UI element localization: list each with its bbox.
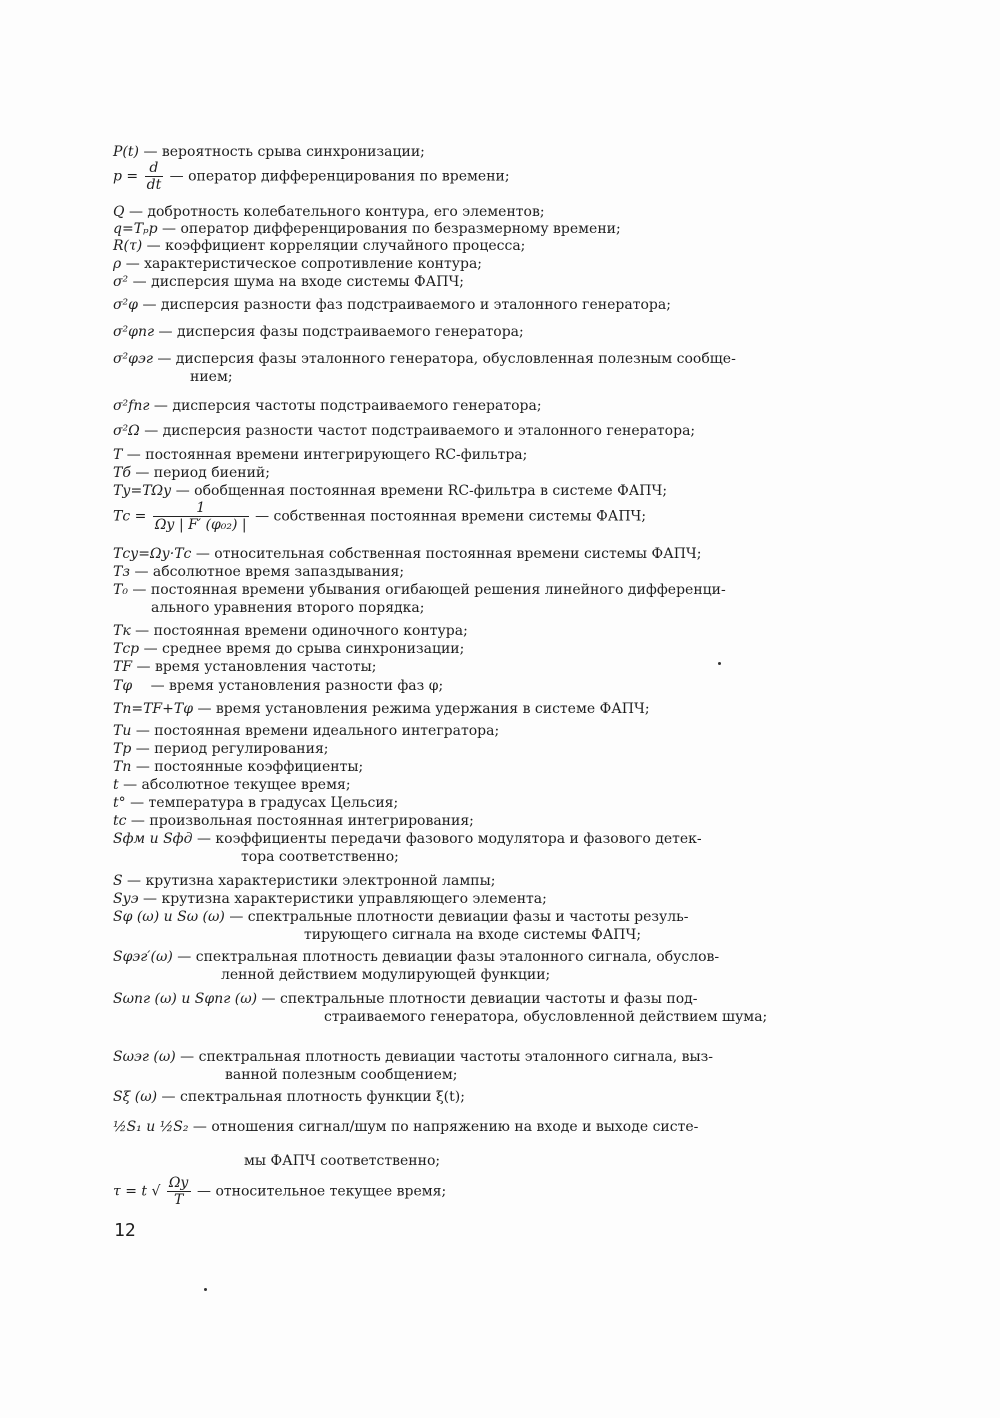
term-definition: — время установления режима удержания в системе ФАПЧ;: [197, 701, 650, 717]
list-item: [113, 908, 823, 944]
term-definition: — период биений;: [135, 465, 270, 481]
term-continuation: тора соответственно;: [241, 849, 399, 865]
term-symbol: Sφэг′(ω): [113, 949, 173, 965]
list-item: [113, 890, 823, 908]
term-definition: — период регулирования;: [135, 741, 329, 757]
term-symbol: Sφ (ω) и Sω (ω): [113, 909, 225, 925]
term-symbol: Tп: [113, 759, 132, 775]
term-symbol: Tср: [113, 641, 140, 657]
term-symbol: σ²φпг: [113, 324, 155, 340]
term-definition: — крутизна характеристики электронной лампы;: [127, 873, 496, 889]
list-item: [113, 948, 823, 984]
list-item: [113, 296, 823, 314]
term-symbol: Sфм и Sфд: [113, 831, 193, 847]
term-definition: — абсолютное время запаздывания;: [134, 564, 405, 580]
list-item: [113, 464, 823, 482]
list-item: [113, 273, 823, 291]
term-symbol: Tс =: [113, 508, 147, 525]
list-item: [113, 350, 823, 386]
term-symbol: σ²: [113, 274, 129, 290]
list-item: [113, 237, 823, 255]
term-symbol: tс: [113, 813, 127, 829]
term-symbol: Sуэ: [113, 891, 139, 907]
term-definition: — вероятность срыва синхронизации;: [143, 144, 425, 160]
term-definition: — температура в градусах Цельсия;: [130, 795, 399, 811]
term-definition: — среднее время до срыва синхронизации;: [143, 641, 465, 657]
list-item: [113, 323, 823, 341]
term-definition: — постоянная времени одиночного контура;: [135, 623, 468, 639]
term-definition: — спектральная плотность девиации частоты эталонного сигнала, выз-: [180, 1049, 713, 1065]
term-definition: — дисперсия разности частот подстраиваемого и эталонного генератора;: [144, 423, 696, 439]
list-item: [113, 872, 823, 890]
list-item: [113, 1118, 823, 1170]
list-item: [113, 622, 823, 640]
page-number: 12: [114, 1220, 136, 1241]
term-symbol: Tу=TΩу: [113, 483, 172, 499]
list-item: [113, 482, 823, 500]
term-symbol: R(τ): [113, 238, 143, 254]
term-definition: — коэффициенты передачи фазового модулятора и фазового детек-: [196, 831, 702, 847]
term-definition: — постоянные коэффициенты;: [135, 759, 364, 775]
fraction: [153, 500, 249, 533]
list-item: [113, 160, 823, 193]
fraction-denominator: dt: [146, 177, 162, 193]
fraction: [167, 1175, 191, 1208]
term-symbol: Tφ: [113, 678, 133, 694]
list-item: [113, 397, 823, 415]
list-item: [113, 422, 823, 440]
list-item: [113, 446, 823, 464]
term-symbol: t: [113, 777, 119, 793]
term-definition: — дисперсия фазы эталонного генератора, обусловленная полезным сообще-: [157, 351, 736, 367]
term-continuation: страиваемого генератора, обусловленной действием шума;: [324, 1009, 768, 1025]
term-definition: — постоянная времени интегрирующего RC-фильтра;: [126, 447, 528, 463]
list-item: [113, 990, 823, 1026]
fraction-denominator: Ωу | F′ (φ₀₂) |: [154, 517, 247, 533]
list-item: [113, 794, 823, 812]
term-definition: — отношения сигнал/шум по напряжению на входе и выходе систе-: [192, 1119, 699, 1135]
term-definition: — спектральные плотности девиации фазы и частоты резуль-: [229, 909, 689, 925]
term-symbol: Tр: [113, 741, 132, 757]
scan-speck: [204, 1288, 207, 1291]
term-symbol: τ = t √: [113, 1183, 161, 1200]
term-definition: — спектральная плотность функции ξ(t);: [161, 1089, 465, 1105]
term-definition: — крутизна характеристики управляющего элемента;: [143, 891, 547, 907]
term-symbol: Sωпг (ω) и Sφпг (ω): [113, 991, 258, 1007]
term-definition: — оператор дифференцирования по безразмерному времени;: [162, 221, 621, 237]
list-item: [113, 563, 823, 581]
term-definition: — спектральные плотности девиации частоты и фазы под-: [261, 991, 698, 1007]
scan-speck: [718, 662, 721, 665]
term-symbol: T₀: [113, 582, 128, 598]
term-definition: — время установления разности фаз φ;: [150, 678, 444, 694]
term-symbol: Tи: [113, 723, 132, 739]
term-symbol: t°: [113, 795, 126, 811]
term-definition: — постоянная времени идеального интегратора;: [135, 723, 500, 739]
list-item: [113, 1175, 823, 1208]
fraction-denominator: T: [174, 1192, 184, 1208]
term-symbol: σ²Ω: [113, 423, 140, 439]
term-symbol: S: [113, 873, 123, 889]
term-continuation: ленной действием модулирующей функции;: [221, 967, 551, 983]
list-item: [113, 740, 823, 758]
list-item: [113, 581, 823, 617]
list-item: [113, 758, 823, 776]
fraction-numerator: d: [145, 160, 164, 177]
term-definition: — дисперсия частоты подстраиваемого генератора;: [153, 398, 542, 414]
list-item: [113, 545, 823, 563]
term-symbol: Tп=TF+Tφ: [113, 701, 194, 717]
term-symbol: σ²fпг: [113, 398, 150, 414]
fraction-numerator: Ωу: [168, 1175, 189, 1191]
term-definition: — спектральная плотность девиации фазы эталонного сигнала, обуслов-: [177, 949, 720, 965]
list-item: [113, 776, 823, 794]
term-symbol: Sξ (ω): [113, 1089, 158, 1105]
term-continuation: ального уравнения второго порядка;: [151, 600, 425, 616]
term-definition: — относительная собственная постоянная времени системы ФАПЧ;: [195, 546, 702, 562]
term-symbol: ½S₁ и ½S₂: [113, 1119, 189, 1135]
list-item: [113, 1088, 823, 1106]
list-item: [113, 640, 823, 658]
fraction-numerator: 1: [153, 500, 249, 517]
term-symbol: ρ: [113, 256, 122, 272]
term-definition: — абсолютное текущее время;: [123, 777, 351, 793]
term-continuation: нием;: [190, 369, 233, 385]
term-symbol: T: [113, 447, 123, 463]
term-symbol: Tб: [113, 465, 131, 481]
term-definition: — относительное текущее время;: [197, 1183, 447, 1200]
term-symbol: σ²φэг: [113, 351, 153, 367]
term-symbol: q=Tₚp: [113, 221, 158, 237]
list-item: [113, 220, 823, 238]
term-definition: — дисперсия разности фаз подстраиваемого и эталонного генератора;: [142, 297, 671, 313]
list-item: [113, 722, 823, 740]
fraction: [145, 160, 164, 193]
list-item: [113, 700, 823, 718]
term-continuation: тирующего сигнала на входе системы ФАПЧ;: [304, 927, 642, 943]
term-definition: — произвольная постоянная интегрирования;: [130, 813, 474, 829]
term-symbol: TF: [113, 659, 133, 675]
list-item: [113, 658, 823, 676]
term-definition: — добротность колебательного контура, его элементов;: [128, 204, 545, 220]
list-item: [113, 500, 823, 533]
term-definition: — дисперсия фазы подстраиваемого генератора;: [158, 324, 524, 340]
term-continuation: мы ФАПЧ соответственно;: [244, 1153, 441, 1169]
term-symbol: σ²φ: [113, 297, 138, 313]
term-definition: — оператор дифференцирования по времени;: [169, 168, 510, 185]
term-definition: — время установления частоты;: [136, 659, 377, 675]
term-definition: — постоянная времени убывания огибающей решения линейного дифференци-: [132, 582, 726, 598]
term-symbol: Tсу=Ωу·Tс: [113, 546, 192, 562]
list-item: [113, 143, 823, 161]
term-symbol: Sωэг (ω): [113, 1049, 176, 1065]
term-continuation: ванной полезным сообщением;: [225, 1067, 458, 1083]
term-definition: — дисперсия шума на входе системы ФАПЧ;: [132, 274, 465, 290]
term-symbol: Tз: [113, 564, 130, 580]
term-symbol: Q: [113, 204, 125, 220]
term-definition: — обобщенная постоянная времени RC-фильтра в системе ФАПЧ;: [175, 483, 668, 499]
term-definition: — коэффициент корреляции случайного процесса;: [146, 238, 526, 254]
list-item: [113, 203, 823, 221]
term-symbol: Tк: [113, 623, 131, 639]
list-item: [113, 677, 823, 695]
list-item: [113, 812, 823, 830]
term-definition: — характеристическое сопротивление контура;: [125, 256, 483, 272]
term-symbol: P(t): [113, 144, 139, 160]
term-definition: — собственная постоянная времени системы ФАПЧ;: [255, 508, 647, 525]
list-item: [113, 1048, 823, 1084]
list-item: [113, 830, 823, 866]
term-symbol: p =: [113, 168, 139, 185]
list-item: [113, 255, 823, 273]
